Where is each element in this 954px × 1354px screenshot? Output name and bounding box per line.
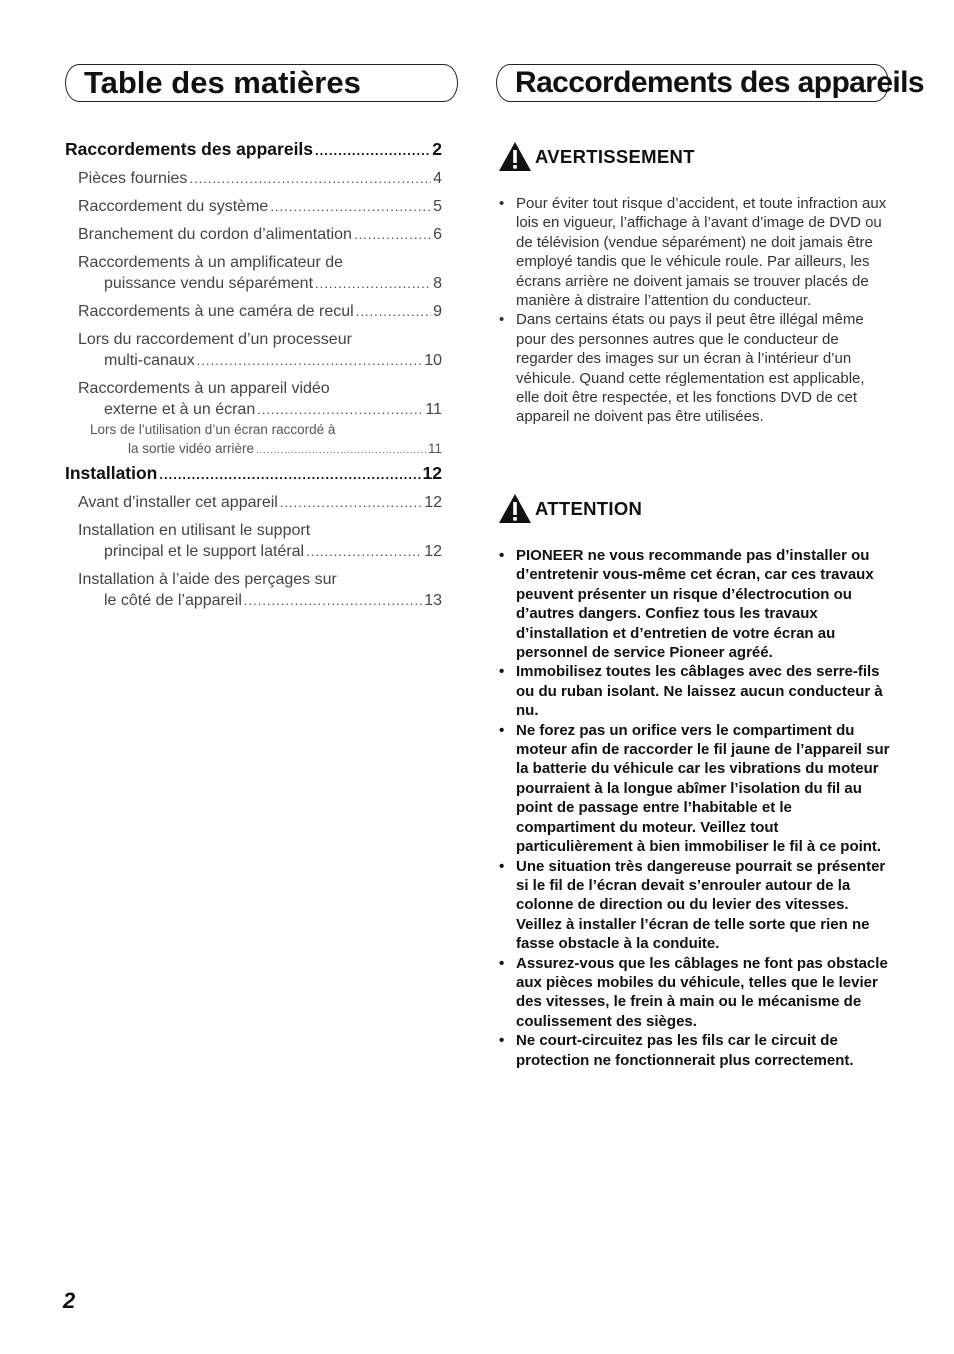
toc-entry[interactable] <box>65 569 442 611</box>
toc-entry-page: 11 <box>427 441 442 456</box>
toc-entry-page: 13 <box>424 592 442 609</box>
toc-entry[interactable] <box>65 378 442 420</box>
toc-title: Table des matières <box>84 65 361 100</box>
toc-entry[interactable] <box>65 168 442 189</box>
bullet-item: • Une situation très dangereuse pourrait se présenter si le fil de l’écran devait s’enrouler autour de la colonne de direction ou du levier des vitesses. Veillez à installer l’écran de telle sorte que rien ne fasse obstacle à la conduite. <box>498 857 890 954</box>
toc-entry-label: Avant d’installer cet appareil <box>78 494 278 511</box>
toc-entry-label-cont: la sortie vidéo arrière <box>128 441 255 456</box>
toc-entry[interactable] <box>65 139 442 161</box>
toc-entry-page: 6 <box>433 226 442 243</box>
toc-title-box <box>65 64 458 102</box>
toc-entry-label: Installation à l’aide des perçages sur <box>78 571 337 588</box>
bullet-item: • Dans certains états ou pays il peut être illégal même pour des personnes autres que le conducteur de regarder des images sur un écran à l’intérieur d’un véhicule. Quand cette réglementation est applicable, elle doit être respectée, et les fonctions DVD de cet appareil ne doivent pas être utilisées. <box>498 310 890 426</box>
toc-entry-label: Installation <box>65 463 158 483</box>
toc-entry-label: Raccordements à un amplificateur de <box>78 254 344 271</box>
toc-entry-label: Raccordements des appareils <box>65 139 314 159</box>
toc-entry-page: 2 <box>432 139 442 159</box>
bullet-item: • Ne court-circuitez pas les fils car le circuit de protection ne fonctionnerait plus correctement. <box>498 1031 890 1070</box>
toc-entry-label: Raccordement du système <box>78 198 269 215</box>
toc-entry-page: 8 <box>433 275 442 292</box>
toc-entry-label-cont: externe et à un écran <box>104 401 256 418</box>
toc-entry-page: 9 <box>433 303 442 320</box>
toc-entry-label: Lors du raccordement d’un processeur <box>78 331 352 348</box>
toc-entry-page: 12 <box>424 543 442 560</box>
toc-entry-label: Pièces fournies <box>78 170 188 187</box>
toc-entry-page: 11 <box>425 401 442 418</box>
toc-entry-page: 4 <box>433 170 442 187</box>
toc-leader-dots <box>159 464 420 485</box>
page-number: 2 <box>63 1288 76 1313</box>
toc-entry-label-cont: multi-canaux <box>104 352 195 369</box>
toc-leader-dots <box>244 590 422 611</box>
toc-entry-page: 12 <box>424 494 442 511</box>
toc-leader-dots <box>354 224 431 245</box>
toc-entry[interactable] <box>65 196 442 217</box>
bullet-item: • Ne forez pas un orifice vers le compartiment du moteur afin de raccorder le fil jaune de l’appareil sur la batterie du véhicule car les vibrations du moteur pourraient à la longue abîmer l’isolation du fil au point de passage entre l’habitable et le compartiment du moteur. Veillez tout particulièrement à bien immobiliser le fil à ce point. <box>498 721 890 857</box>
toc-leader-dots <box>197 350 423 371</box>
toc-leader-dots <box>256 441 426 460</box>
toc-entry[interactable] <box>65 301 442 322</box>
attention-list <box>498 546 890 1070</box>
bullet-item: • Pour éviter tout risque d’accident, et toute infraction aux lois en vigueur, l’affichage à l’avant d’image de DVD ou de télévision (vendue séparément) ne doit jamais être employé tandis que le véhicule roule. Par ailleurs, les écrans arrière ne doivent jamais se trouver placés de manière à distraire l’attention du conducteur. <box>498 194 890 310</box>
toc-leader-dots <box>280 492 422 513</box>
warning-heading <box>498 141 695 172</box>
toc-entry-label-cont: le côté de l’appareil <box>104 592 242 609</box>
toc-entry-page: 10 <box>424 352 442 369</box>
toc-entry-label: Branchement du cordon d’alimentation <box>78 226 352 243</box>
toc-entry-label: Installation en utilisant le support <box>78 522 311 539</box>
warning-list <box>498 194 890 427</box>
toc-entry-label: Lors de l’utilisation d’un écran raccordé à <box>90 422 336 437</box>
toc-entry-page: 12 <box>422 463 442 483</box>
toc-entry[interactable] <box>65 492 442 513</box>
section-title-box <box>496 64 924 102</box>
toc-entry-page: 5 <box>433 198 442 215</box>
toc-leader-dots <box>315 140 430 161</box>
attention-label: ATTENTION <box>535 497 643 519</box>
warning-triangle-icon <box>498 141 532 172</box>
bullet-item: • Assurez-vous que les câblages ne font pas obstacle aux pièces mobiles du véhicule, telles que le levier des vitesses, le frein à main ou le mécanisme de coulissement des sièges. <box>498 954 890 1032</box>
toc-leader-dots <box>270 196 431 217</box>
attention-heading <box>498 493 642 524</box>
warning-triangle-icon <box>498 493 532 524</box>
toc-leader-dots <box>189 168 431 189</box>
toc-entry-label-cont: principal et le support latéral <box>104 543 305 560</box>
toc-entry[interactable] <box>65 224 442 245</box>
toc-entry-label-cont: puissance vendu séparément <box>104 275 314 292</box>
table-of-contents <box>65 139 442 611</box>
toc-entry-label: Raccordements à un appareil vidéo <box>78 380 330 397</box>
section-title: Raccordements des appareils <box>515 66 924 99</box>
toc-leader-dots <box>315 273 431 294</box>
toc-leader-dots <box>257 399 423 420</box>
toc-entry[interactable] <box>65 252 442 294</box>
toc-entry[interactable] <box>65 420 442 460</box>
bullet-item: • PIONEER ne vous recommande pas d’installer ou d’entretenir vous-même cet écran, car ces travaux peuvent présenter un risque d’électrocution ou d’autres dangers. Confiez tous les travaux d’installation et d’entretien de votre écran au personnel de service Pioneer agréé. <box>498 546 890 662</box>
toc-entry-label: Raccordements à une caméra de recul <box>78 303 354 320</box>
toc-leader-dots <box>306 541 422 562</box>
bullet-item: • Immobilisez toutes les câblages avec des serre-fils ou du ruban isolant. Ne laissez aucun conducteur à nu. <box>498 662 890 720</box>
toc-entry[interactable] <box>65 520 442 562</box>
warning-label: AVERTISSEMENT <box>535 145 695 167</box>
toc-leader-dots <box>356 301 431 322</box>
toc-entry[interactable] <box>65 329 442 371</box>
toc-entry[interactable] <box>65 463 442 485</box>
